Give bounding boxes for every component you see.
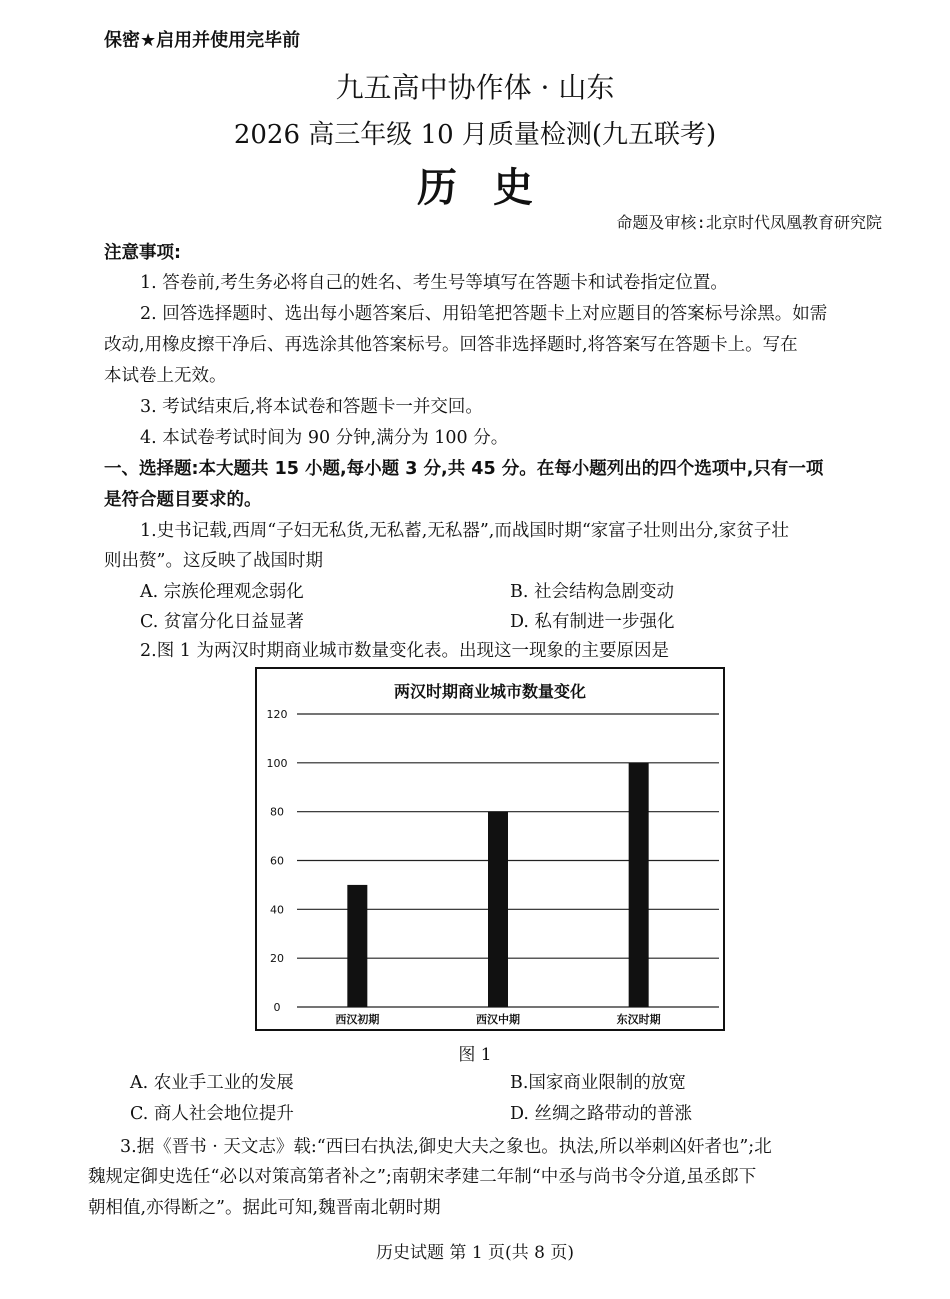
x-tick-label: 西汉中期 [476, 1013, 520, 1026]
question-3-stem-line-1: 3.据《晋书 · 天文志》载:“西曰右执法,御史大夫之象也。执法,所以举刺凶奸者也”;北 [120, 1137, 772, 1157]
y-tick-label: 0 [273, 1001, 281, 1014]
x-tick-label: 东汉时期 [616, 1013, 661, 1026]
question-2-option-d: D. 丝绸之路带动的普涨 [510, 1104, 693, 1124]
y-tick-label: 100 [266, 756, 288, 770]
notice-item-2-line-2: 改动,用橡皮擦干净后、再选涂其他答案标号。回答非选择题时,将答案写在答题卡上。写在 [104, 335, 798, 355]
x-tick-label: 西汉初期 [335, 1013, 380, 1026]
chart-bars [347, 763, 648, 1007]
question-1-option-a: A. 宗族伦理观念弱化 [140, 582, 304, 602]
question-1-stem-line-1: 1.史书记载,西周“子妇无私货,无私蓄,无私器”,而战国时期“家富子壮则出分,家贫子壮 [140, 521, 789, 541]
page-footer: 历史试题 第 1 页(共 8 页) [376, 1243, 574, 1263]
question-2-option-b: B.国家商业限制的放宽 [510, 1073, 686, 1093]
notice-item-3: 3. 考试结束后,将本试卷和答题卡一并交回。 [140, 397, 483, 417]
school-name: 九五高中协作体 · 山东 [335, 71, 615, 104]
question-1-stem-line-2: 则出赘”。这反映了战国时期 [104, 551, 323, 571]
notice-title: 注意事项: [104, 243, 181, 263]
author-line: 命题及审核:北京时代凤凰教育研究院 [616, 213, 882, 232]
question-2-stem: 2.图 1 为两汉时期商业城市数量变化表。出现这一现象的主要原因是 [140, 641, 669, 661]
y-tick-label: 60 [270, 854, 284, 868]
section-1-heading-line-2: 是符合题目要求的。 [104, 490, 262, 510]
bar-chart [257, 669, 723, 1029]
bar-chart-frame [255, 667, 725, 1031]
y-tick-label: 120 [266, 708, 288, 721]
bar-2 [488, 812, 508, 1007]
question-3-stem-line-3: 朝相值,亦得断之”。据此可知,魏晋南北朝时期 [88, 1198, 441, 1218]
notice-item-2-line-1: 2. 回答选择题时、选出每小题答案后、用铅笔把答题卡上对应题目的答案标号涂黑。如需 [140, 304, 828, 324]
question-3-stem-line-2: 魏规定御史选任“必以对策高第者补之”;南朝宋孝建二年制“中丞与尚书令分道,虽丞郎下 [88, 1167, 757, 1187]
bar-1 [347, 885, 367, 1007]
notice-item-4: 4. 本试卷考试时间为 90 分钟,满分为 100 分。 [140, 428, 509, 448]
question-1-option-c: C. 贫富分化日益显著 [140, 612, 304, 632]
section-1-heading-line-1: 一、选择题:本大题共 15 小题,每小题 3 分,共 45 分。在每小题列出的四个选项中,只有一项 [104, 459, 824, 479]
question-2-option-a: A. 农业手工业的发展 [130, 1073, 294, 1093]
figure-label: 图 1 [458, 1045, 492, 1065]
confidential-label: 保密★启用并使用完毕前 [104, 30, 301, 51]
bar-3 [629, 763, 649, 1007]
notice-item-1: 1. 答卷前,考生务必将自己的姓名、考生号等填写在答题卡和试卷指定位置。 [140, 273, 728, 293]
question-2-option-c: C. 商人社会地位提升 [130, 1104, 294, 1124]
y-tick-label: 40 [270, 903, 284, 917]
question-1-option-b: B. 社会结构急剧变动 [510, 582, 674, 602]
y-tick-label: 20 [270, 952, 284, 966]
notice-item-2-line-3: 本试卷上无效。 [104, 366, 227, 386]
exam-title: 2026 高三年级 10 月质量检测(九五联考) [233, 120, 717, 150]
y-tick-label: 80 [270, 805, 284, 819]
chart-y-tick-labels [267, 708, 288, 1014]
subject-title: 历史 [417, 165, 569, 211]
chart-title: 两汉时期商业城市数量变化 [393, 682, 587, 701]
chart-x-tick-labels [335, 1012, 660, 1026]
question-1-option-d: D. 私有制进一步强化 [510, 612, 675, 632]
